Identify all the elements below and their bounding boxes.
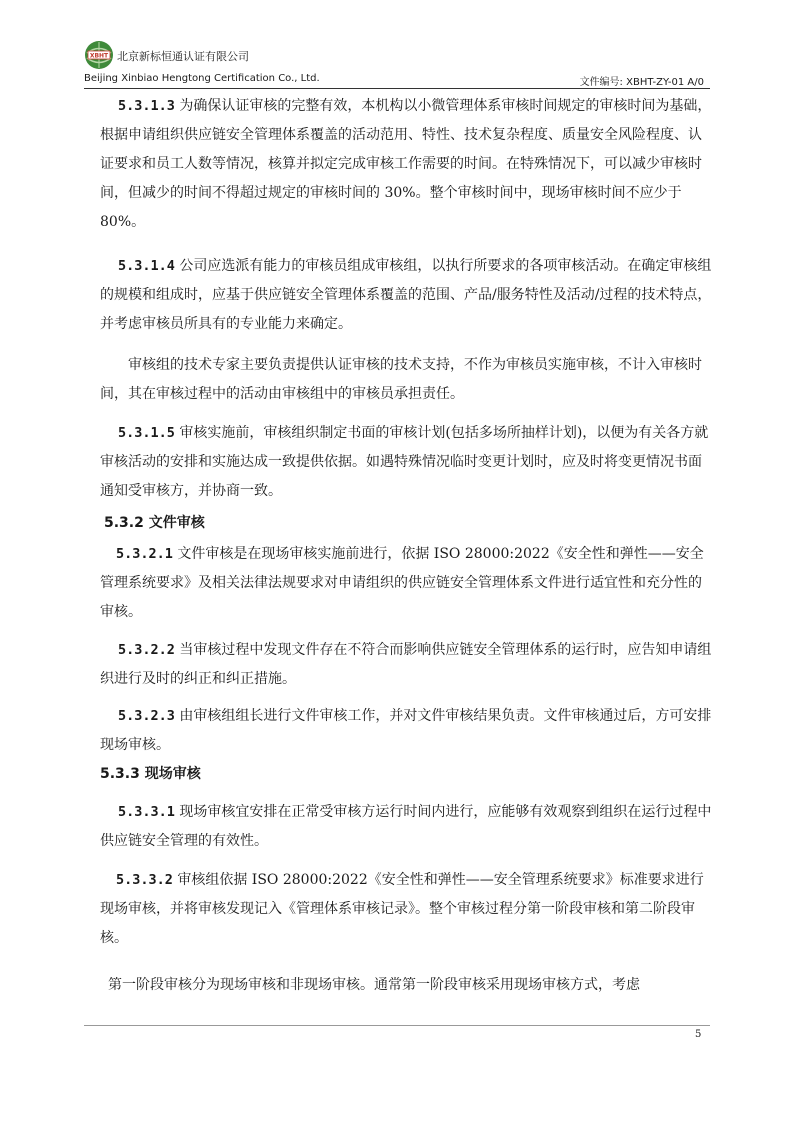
clause-number: 5.3.1.3 (118, 98, 175, 114)
footer-divider (84, 1025, 710, 1026)
clause-number: 5.3.1.4 (118, 258, 175, 274)
clause-text: 公司应选派有能力的审核员组成审核组，以执行所要求的各项审核活动。在确定审核组的规模和组成时，应基于供应链安全管理体系覆盖的范围、产品/服务特性及活动/过程的技术特点，并考虑审核员所具有的专业能力来确定。 (100, 258, 712, 332)
clause-text: 当审核过程中发现文件存在不符合而影响供应链安全管理体系的运行时，应告知申请组织进行及时的纠正和纠正措施。 (100, 642, 712, 687)
clause-5-3-2-3 (100, 702, 712, 760)
clause-number: 5.3.2.2 (118, 642, 175, 658)
clause-text: 文件审核是在现场审核实施前进行，依据 ISO 28000:2022《安全性和弹性——安全管理系统要求》及相关法律法规要求对申请组织的供应链安全管理体系文件进行适宜性和充分性的审核。 (100, 546, 704, 620)
clause-number: 5.3.3.2 (116, 872, 173, 888)
clause-5-3-2-2 (100, 636, 712, 694)
stage-one-paragraph (100, 971, 712, 1000)
document-number: 文件编号: XBHT-ZY-01 A/0 (579, 77, 704, 88)
clause-number: 5.3.1.5 (118, 425, 175, 441)
company-name-en: Beijing Xinbiao Hengtong Certification Co., Ltd. (84, 73, 320, 84)
company-name-cn: 北京新标恒通认证有限公司 (117, 50, 249, 63)
paragraph-text: 审核组的技术专家主要负责提供认证审核的技术支持，不作为审核员实施审核，不计入审核时间，其在审核过程中的活动由审核组中的审核员承担责任。 (100, 357, 702, 402)
clause-5-3-1-4 (100, 252, 712, 339)
clause-5-3-3-2 (100, 866, 712, 953)
clause-number: 5.3.3.1 (118, 804, 175, 820)
clause-text: 为确保认证审核的完整有效，本机构以小微管理体系审核时间规定的审核时间为基础，根据申请组织供应链安全管理体系覆盖的活动范用、特性、技术复杂程度、质量安全风险程度、认证要求和员工人数等情况，核算并拟定完成审核工作需要的时间。在特殊情况下，可以减少审核时间，但减少的时间不得超过规定的审核时间的 30%。整个审核时间中，现场审核时间不应少于 80%。 (100, 98, 712, 230)
clause-text: 由审核组组长进行文件审核工作，并对文件审核结果负责。文件审核通过后，方可安排现场审核。 (100, 708, 712, 753)
expert-paragraph (100, 351, 712, 409)
svg-text:XBHT: XBHT (89, 52, 109, 60)
clause-text: 现场审核宜安排在正常受审核方运行时间内进行，应能够有效观察到组织在运行过程中供应链安全管理的有效性。 (100, 804, 712, 849)
clause-5-3-1-5 (100, 419, 712, 506)
page-number: 5 (695, 1029, 702, 1040)
clause-5-3-1-3 (100, 92, 712, 237)
clause-number: 5.3.2.3 (118, 708, 175, 724)
clause-5-3-2-1 (100, 540, 712, 627)
clause-5-3-3-1 (100, 798, 712, 856)
paragraph-text: 第一阶段审核分为现场审核和非现场审核。通常第一阶段审核采用现场审核方式，考虑 (108, 977, 640, 993)
section-heading-5-3-2: 5.3.2 文件审核 (104, 515, 205, 531)
section-heading-5-3-3: 5.3.3 现场审核 (100, 766, 201, 782)
clause-text: 审核实施前，审核组织制定书面的审核计划(包括多场所抽样计划)，以便为有关各方就审核活动的安排和实施达成一致提供依据。如遇特殊情况临时变更计划时，应及时将变更情况书面通知受审核方，并协商一致。 (100, 425, 709, 499)
clause-text: 审核组依据 ISO 28000:2022《安全性和弹性——安全管理系统要求》标准要求进行现场审核，并将审核发现记入《管理体系审核记录》。整个审核过程分第一阶段审核和第二阶段审核。 (100, 872, 704, 946)
clause-number: 5.3.2.1 (116, 546, 173, 562)
